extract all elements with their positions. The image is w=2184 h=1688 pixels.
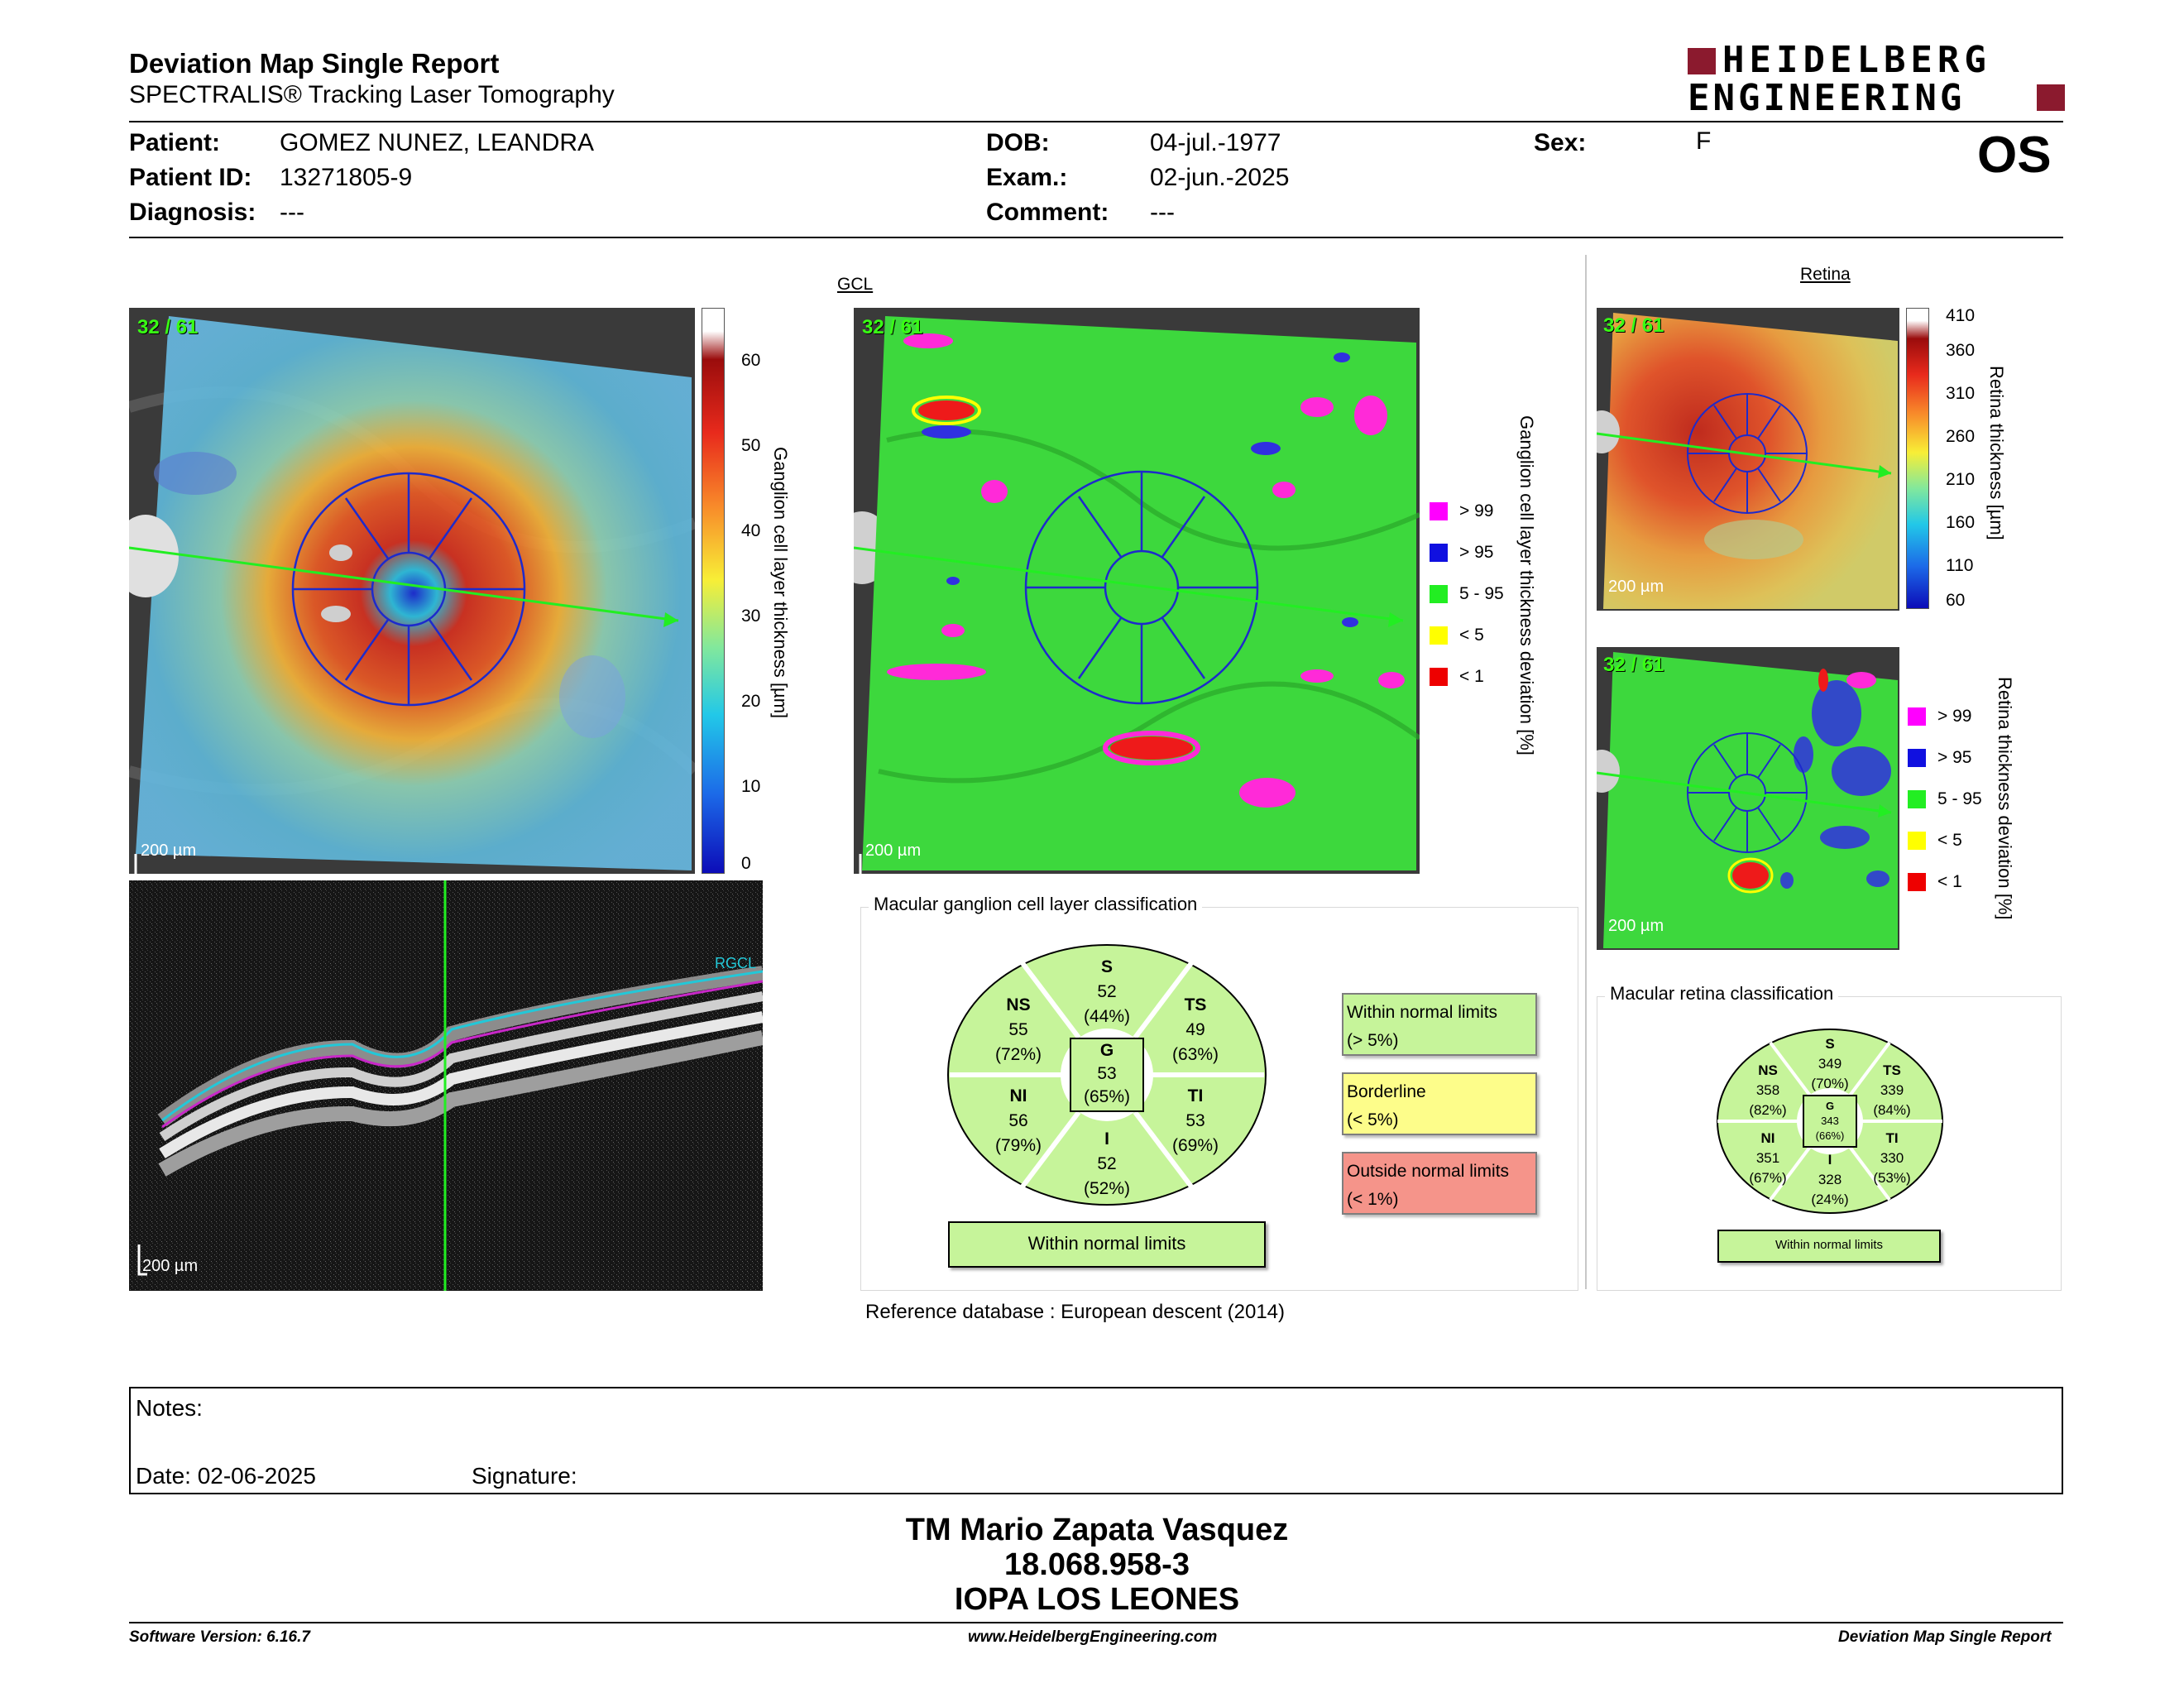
gcl-deviation-image: [854, 308, 1420, 874]
legend-item: [1430, 543, 1493, 563]
clinic-name: IOPA LOS LEONES: [954, 1582, 1240, 1617]
colorbar-tick: 60: [1946, 591, 1966, 610]
report-subtitle: SPECTRALIS® Tracking Laser Tomography: [129, 81, 615, 108]
legend-line: Outside normal limits: [1347, 1162, 1510, 1181]
sector-G: G 343 (66%): [1815, 1100, 1845, 1142]
legend-swatch: [1430, 585, 1448, 603]
scale-bar-label: 200 µm: [142, 1257, 199, 1275]
patient-name: GOMEZ NUNEZ, LEANDRA: [280, 129, 595, 156]
clinician-block: [745, 1513, 1449, 1617]
retina-thickness-image: [1597, 308, 1899, 611]
legend-line: (< 1%): [1347, 1190, 1399, 1209]
sector-NS: NS 55 (72%): [994, 995, 1042, 1064]
legend-label: 5 - 95: [1937, 789, 1982, 808]
legend-label: > 95: [1459, 543, 1494, 562]
sector-TI: TI 53 (69%): [1171, 1086, 1219, 1155]
sector-TS: TS 49 (63%): [1171, 995, 1219, 1064]
colorbar-tick: 310: [1946, 384, 1976, 403]
date-label: Date: 02-06-2025: [136, 1463, 316, 1489]
retina-deviation-map: [1597, 647, 1899, 950]
logo-text-2: ENGINEERING: [1688, 77, 1966, 119]
colorbar-tick: 410: [1946, 306, 1976, 325]
logo-square-bottom: [2037, 84, 2065, 111]
legend-label: < 1: [1937, 872, 1962, 891]
legend-label: < 5: [1459, 626, 1484, 645]
clinician-id: 18.068.958-3: [1004, 1547, 1190, 1582]
patient-rule: [129, 237, 2063, 238]
gcl-classification-result: Within normal limits: [948, 1221, 1266, 1268]
logo-square-top: [1688, 48, 1716, 74]
notes-box[interactable]: [129, 1387, 2063, 1494]
colorbar-tick: 40: [741, 521, 761, 540]
colorbar-tick: 10: [741, 777, 761, 796]
legend-item: [1908, 872, 1962, 892]
report-title: Deviation Map Single Report: [129, 48, 500, 79]
legend-swatch: [1430, 668, 1448, 686]
legend-item: [1908, 831, 1962, 851]
gcl-sector-chart: [946, 943, 1267, 1206]
oct-bscan: [129, 880, 763, 1291]
gcl-classification-title: Macular ganglion cell layer classification: [869, 894, 1202, 915]
footer-rule: [129, 1622, 2063, 1623]
colorbar-tick: 60: [741, 351, 761, 370]
retina-sector-chart: [1716, 1028, 1944, 1215]
gcl-thickness-image: [129, 308, 695, 874]
patient-label: Patient:: [129, 129, 221, 156]
sector-I: I 328 (24%): [1811, 1152, 1849, 1207]
legend-item: [1908, 707, 1971, 727]
sector-I: I 52 (52%): [1083, 1129, 1131, 1198]
colorbar-tick: 260: [1946, 427, 1976, 446]
retina-classification-result: Within normal limits: [1717, 1230, 1941, 1263]
legend-swatch: [1908, 707, 1926, 726]
colorbar-tick: 360: [1946, 341, 1976, 360]
exam-value: 02-jun.-2025: [1150, 164, 1290, 191]
legend-item: [1430, 501, 1493, 521]
scale-bar-label: 200 µm: [1608, 917, 1664, 935]
colorbar-tick: 160: [1946, 513, 1976, 532]
website-link[interactable]: www.HeidelbergEngineering.com: [968, 1628, 1218, 1646]
legend-item: [1430, 667, 1484, 687]
sector-NI: NI 351 (67%): [1749, 1130, 1787, 1186]
legend-swatch: [1430, 544, 1448, 562]
legend-title: Ganglion cell layer thickness deviation [%]: [1516, 415, 1537, 755]
colorbar-tick: 210: [1946, 470, 1976, 489]
patient-id: 13271805-9: [280, 164, 413, 191]
legend-label: 5 - 95: [1459, 584, 1504, 603]
legend-label: > 99: [1937, 707, 1972, 726]
legend-line: (< 5%): [1347, 1110, 1399, 1129]
scale-bar-label: 200 µm: [141, 842, 197, 860]
legend-item: [1430, 626, 1484, 645]
colorbar-tick: 50: [741, 436, 761, 455]
column-separator: [1585, 255, 1587, 1289]
legend-line: Within normal limits: [1347, 1003, 1498, 1022]
reference-database: Reference database : European descent (2014): [865, 1301, 1286, 1323]
exam-label: Exam.:: [986, 164, 1068, 191]
sector-G: G 53 (65%): [1083, 1041, 1131, 1106]
gcl-panel-label: GCL: [837, 275, 874, 294]
retina-panel-label: Retina: [1800, 265, 1851, 284]
eye-label: OS: [1977, 127, 2052, 184]
colorbar-tick: 110: [1946, 556, 1974, 575]
clinician-name: TM Mario Zapata Vasquez: [905, 1513, 1289, 1547]
scale-bar-label: 200 µm: [1608, 578, 1664, 596]
sex-label: Sex:: [1534, 129, 1587, 156]
legend-swatch: [1908, 832, 1926, 850]
software-version: Software Version: 6.16.7: [129, 1628, 310, 1646]
footer-report-name: Deviation Map Single Report: [1838, 1628, 2052, 1646]
legend-swatch: [1430, 502, 1448, 520]
sector-TS: TS 339 (84%): [1873, 1062, 1911, 1118]
sector-NI: NI 56 (79%): [994, 1086, 1042, 1155]
colorbar-tick: 20: [741, 692, 761, 711]
patient-id-label: Patient ID:: [129, 164, 252, 191]
logo-text-1: HEIDELBERG: [1722, 39, 1991, 81]
sector-S: S 349 (70%): [1811, 1036, 1849, 1091]
legend-item: [1908, 789, 1982, 809]
legend-outside-normal: [1342, 1152, 1537, 1215]
retina-thickness-colorbar: [1906, 308, 1929, 609]
gcl-thickness-colorbar: [702, 308, 725, 874]
bscan-image: [129, 880, 763, 1291]
diagnosis-label: Diagnosis:: [129, 199, 256, 226]
frame-counter: 32 / 61: [862, 316, 923, 338]
colorbar-tick: 0: [741, 854, 751, 873]
retina-thickness-map: [1597, 308, 1899, 611]
legend-swatch: [1908, 749, 1926, 767]
dob-label: DOB:: [986, 129, 1050, 156]
legend-label: > 95: [1937, 748, 1972, 767]
retina-deviation-image: [1597, 647, 1899, 950]
legend-label: > 99: [1459, 501, 1494, 520]
comment-label: Comment:: [986, 199, 1109, 226]
comment-value: ---: [1150, 199, 1175, 226]
legend-within-normal: [1342, 993, 1537, 1056]
legend-item: [1908, 748, 1971, 768]
gcl-thickness-map: [129, 308, 695, 874]
legend-item: [1430, 584, 1504, 604]
sector-NS: NS 358 (82%): [1749, 1062, 1787, 1118]
scale-bar-label: 200 µm: [865, 842, 922, 860]
sex-value: F: [1696, 127, 1712, 155]
sector-S: S 52 (44%): [1083, 957, 1131, 1026]
frame-counter: 32 / 61: [1603, 654, 1664, 676]
notes-label: Notes:: [136, 1395, 203, 1421]
legend-borderline: [1342, 1072, 1537, 1135]
colorbar-label: Ganglion cell layer thickness [µm]: [770, 447, 791, 719]
retina-classification-title: Macular retina classification: [1605, 983, 1838, 1005]
legend-label: < 1: [1459, 667, 1484, 686]
layer-tag: RGCL: [715, 955, 757, 971]
legend-swatch: [1908, 790, 1926, 808]
legend-swatch: [1908, 873, 1926, 891]
frame-counter: 32 / 61: [1603, 314, 1664, 337]
legend-label: < 5: [1937, 831, 1962, 850]
legend-swatch: [1430, 626, 1448, 645]
legend-title: Retina thickness deviation [%]: [1995, 677, 2015, 920]
heidelberg-logo: [1688, 39, 2068, 119]
diagnosis-value: ---: [280, 199, 304, 226]
frame-counter: 32 / 61: [137, 316, 199, 338]
gcl-deviation-map: [854, 308, 1420, 874]
legend-line: Borderline: [1347, 1082, 1426, 1101]
dob-value: 04-jul.-1977: [1150, 129, 1281, 156]
sector-TI: TI 330 (53%): [1873, 1130, 1911, 1186]
legend-line: (> 5%): [1347, 1031, 1399, 1050]
colorbar-label: Retina thickness [µm]: [1986, 366, 2007, 540]
colorbar-tick: 30: [741, 607, 761, 626]
header-rule: [129, 121, 2063, 122]
signature-label: Signature:: [472, 1463, 577, 1489]
